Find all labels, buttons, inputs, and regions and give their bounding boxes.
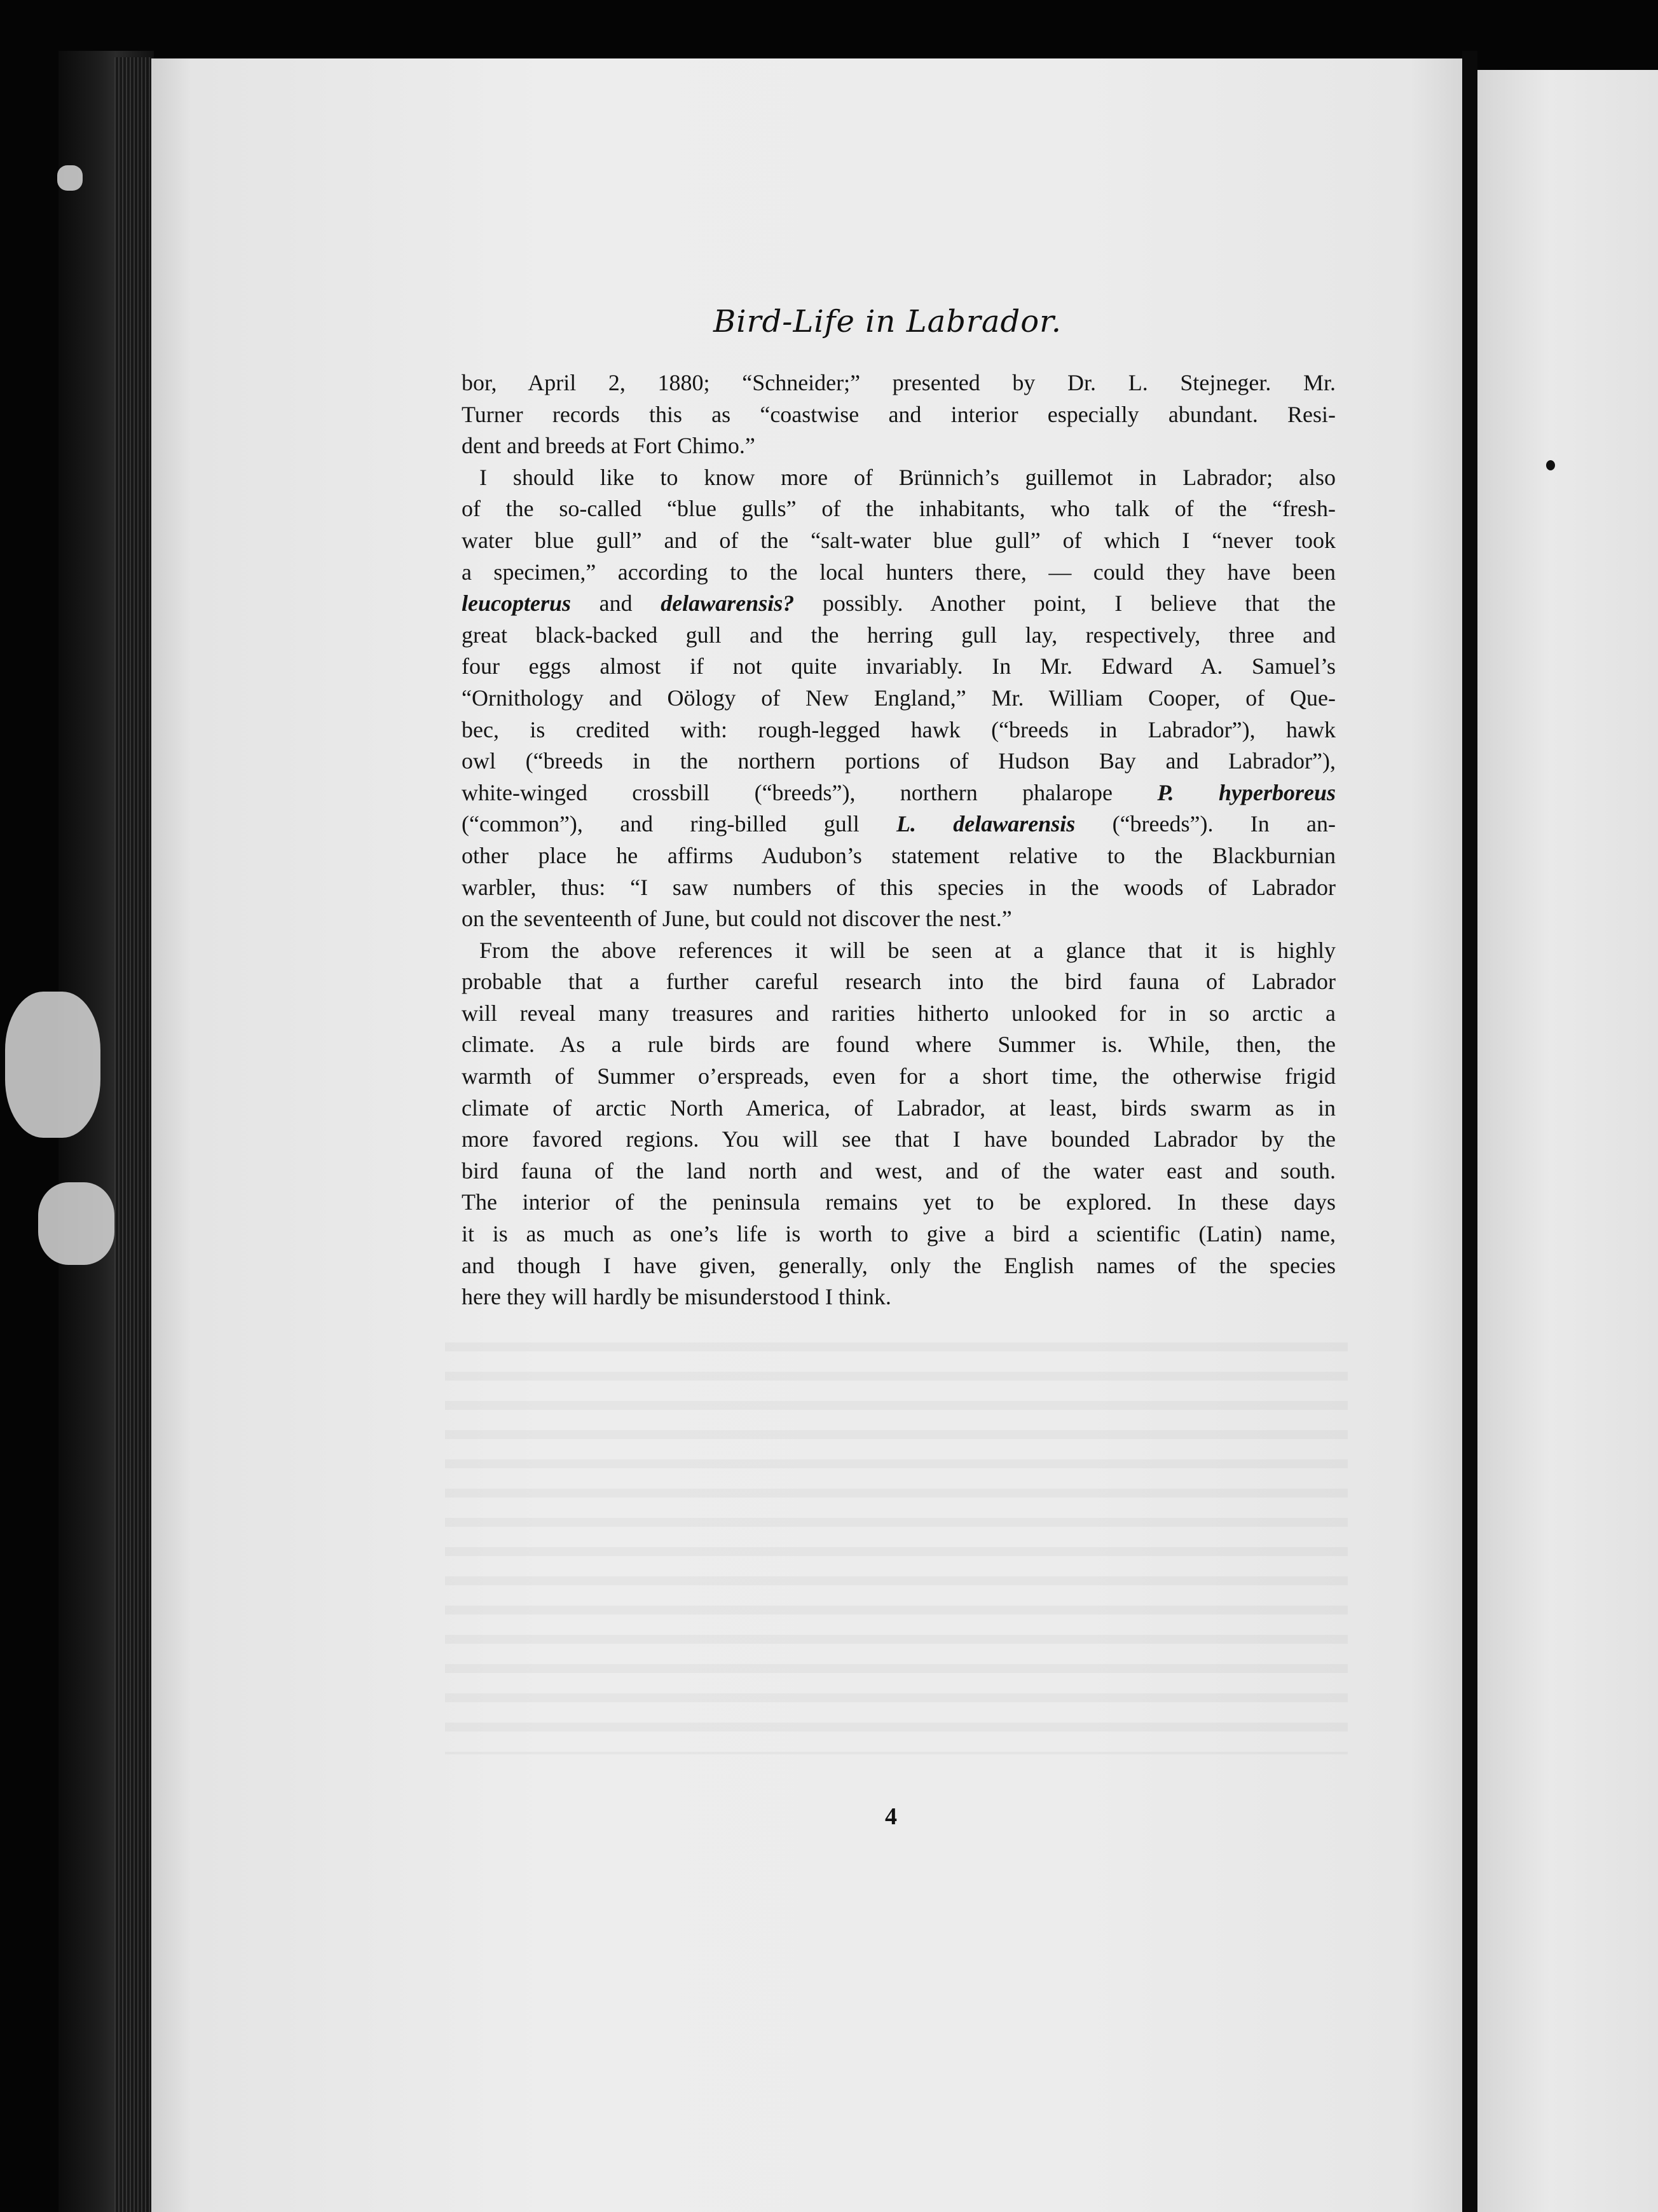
text-line	[462, 1281, 1336, 1313]
text-line	[462, 430, 1336, 462]
text-run: four eggs almost if not quite invariably. In Mr. Edward A. Samuel’s	[462, 653, 1336, 679]
text-run: bec, is credited with: rough-legged hawk (“breeds in Labrador”), hawk	[462, 716, 1336, 742]
text-line	[462, 620, 1336, 652]
text-line	[462, 935, 1336, 967]
text-run: and though I have given, generally, only the English names of the species	[462, 1252, 1336, 1278]
text-line	[462, 777, 1336, 809]
text-run: a specimen,” according to the local hunters there, — could they have been	[462, 559, 1336, 585]
text-line	[462, 462, 1336, 494]
text-line	[462, 1061, 1336, 1093]
text-line	[462, 840, 1336, 872]
text-run: L. delawarensis	[896, 811, 1076, 837]
text-line	[462, 903, 1336, 935]
text-line	[462, 1093, 1336, 1124]
page-gutter	[1462, 51, 1477, 2212]
text-run: (“common”), and ring-billed gull	[462, 811, 896, 837]
page-number: 4	[885, 1803, 897, 1830]
text-run: more favored regions. You will see that I have bounded Labrador by the	[462, 1126, 1336, 1152]
body-text	[462, 367, 1336, 1313]
text-line	[462, 493, 1336, 525]
text-run: other place he affirms Audubon’s statement relative to the Blackburnian	[462, 842, 1336, 868]
text-line	[462, 746, 1336, 777]
edge-damage	[57, 165, 83, 191]
text-run: dent and breeds at Fort Chimo.”	[462, 433, 755, 459]
text-run: warbler, thus: “I saw numbers of this species in the woods of Labrador	[462, 874, 1336, 900]
text-run: bor, April 2, 1880; “Schneider;” presented by Dr. L. Stejneger. Mr.	[462, 370, 1336, 395]
show-through	[445, 1322, 1348, 1754]
edge-damage	[38, 1182, 114, 1265]
text-run: P. hyperboreus	[1157, 779, 1336, 805]
text-line	[462, 809, 1336, 840]
text-line	[462, 557, 1336, 589]
text-line	[462, 651, 1336, 683]
text-run: and	[571, 591, 661, 617]
text-run: I should like to know more of Brünnich’s guillemot in Labrador; also	[479, 464, 1336, 490]
text-run: From the above references it will be seen at a glance that it is highly	[479, 937, 1336, 963]
text-line	[462, 399, 1336, 431]
text-run: bird fauna of the land north and west, and of the water east and south.	[462, 1157, 1336, 1184]
text-run: great black-backed gull and the herring gull lay, respectively, three and	[462, 622, 1336, 648]
text-run: probable that a further careful research into the bird fauna of Labrador	[462, 969, 1336, 995]
text-run: climate. As a rule birds are found where Summer is. While, then, the	[462, 1032, 1336, 1058]
text-line	[462, 1219, 1336, 1250]
text-line	[462, 1124, 1336, 1156]
text-run: will reveal many treasures and rarities hitherto unlooked for in so arctic a	[462, 1000, 1336, 1026]
text-line	[462, 1250, 1336, 1282]
text-run: climate of arctic North America, of Labrador, at least, birds swarm as in	[462, 1095, 1336, 1121]
text-run: white-winged crossbill (“breeds”), northern phalarope	[462, 779, 1158, 805]
page-edges	[114, 57, 153, 2212]
text-line	[462, 1156, 1336, 1187]
text-line	[462, 1029, 1336, 1061]
text-line	[462, 367, 1336, 399]
text-run: possibly. Another point, I believe that the	[794, 591, 1336, 617]
text-run: here they will hardly be misunderstood I think.	[462, 1284, 891, 1310]
text-line	[462, 525, 1336, 557]
text-run: on the seventeenth of June, but could not discover the nest.”	[462, 906, 1012, 932]
text-line	[462, 872, 1336, 904]
text-line	[462, 714, 1336, 746]
text-run: owl (“breeds in the northern portions of Hudson Bay and Labrador”),	[462, 748, 1336, 774]
ink-speck	[1546, 460, 1555, 470]
text-line	[462, 966, 1336, 998]
text-run: “Ornithology and Oölogy of New England,” Mr. William Cooper, of Que-	[462, 685, 1336, 711]
text-run: it is as much as one’s life is worth to give a bird a scientific (Latin) name,	[462, 1221, 1336, 1247]
text-run: The interior of the peninsula remains yet to be explored. In these days	[462, 1189, 1336, 1215]
text-run: (“breeds”). In an-	[1075, 811, 1336, 837]
text-run: Turner records this as “coastwise and interior especially abundant. Resi-	[462, 401, 1336, 427]
text-run: of the so-called “blue gulls” of the inhabitants, who talk of the “fresh-	[462, 496, 1336, 522]
facing-page-edge	[1477, 70, 1658, 2212]
text-run: water blue gull” and of the “salt-water blue gull” of which I “never took	[462, 527, 1336, 553]
text-line	[462, 998, 1336, 1030]
text-line	[462, 588, 1336, 620]
text-run: delawarensis?	[661, 591, 795, 617]
running-title: Bird-Life in Labrador.	[713, 304, 1062, 339]
text-line	[462, 683, 1336, 714]
text-run: warmth of Summer o’erspreads, even for a short time, the otherwise frigid	[462, 1063, 1336, 1089]
text-run: leucopterus	[462, 591, 572, 617]
edge-damage	[5, 992, 100, 1138]
text-line	[462, 1187, 1336, 1219]
